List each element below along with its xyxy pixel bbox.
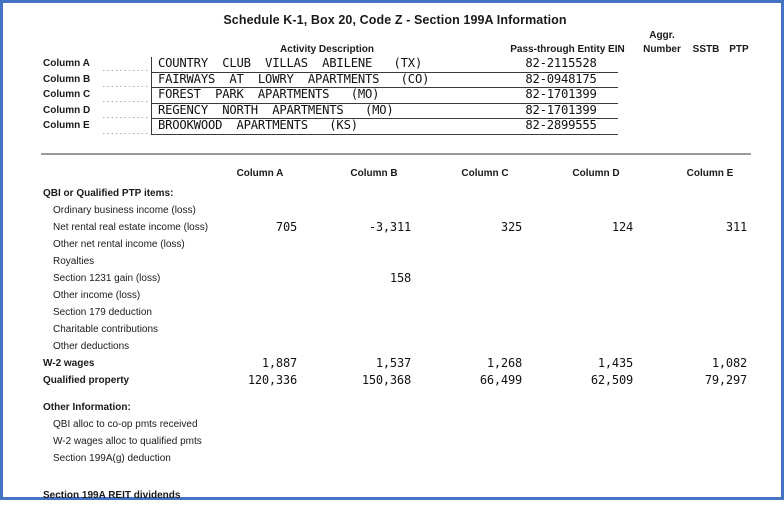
entity-row xyxy=(43,57,643,73)
qbi-line-item xyxy=(3,289,784,306)
dotted-leader xyxy=(103,84,149,87)
qbi-line-item-label: Ordinary business income (loss) xyxy=(53,205,196,216)
entity-row xyxy=(43,88,643,104)
column-header-ptp: PTP xyxy=(729,44,749,55)
data-cell[interactable]: 1,887 xyxy=(261,356,297,370)
data-column-header: Column A xyxy=(236,168,284,179)
dotted-leader xyxy=(103,69,149,72)
row-spacer xyxy=(3,391,784,401)
total-line-item xyxy=(3,374,784,391)
data-cell[interactable]: 705 xyxy=(275,220,297,234)
data-table-header-row xyxy=(3,168,784,182)
dotted-leader xyxy=(103,100,149,103)
data-cell[interactable]: 325 xyxy=(500,220,522,234)
entity-row-column-label: Column E xyxy=(43,120,90,132)
entity-activity-description: BROOKWOOD APARTMENTS (KS) xyxy=(158,118,358,133)
data-cell[interactable]: 1,268 xyxy=(486,356,522,370)
dotted-leader xyxy=(103,115,149,118)
data-column-header: Column C xyxy=(461,168,509,179)
qbi-line-item xyxy=(3,204,784,221)
qbi-line-item-label: Section 1231 gain (loss) xyxy=(53,273,161,284)
data-cell[interactable]: 311 xyxy=(725,220,747,234)
page-title: Schedule K-1, Box 20, Code Z - Section 199A Information xyxy=(223,13,567,27)
column-header-aggr-number: Number xyxy=(643,44,681,55)
entity-ein-value: 82-2899555 xyxy=(525,118,597,133)
qbi-line-item xyxy=(3,323,784,340)
total-line-item-label: W-2 wages xyxy=(43,358,95,369)
data-cell[interactable]: 120,336 xyxy=(247,373,297,387)
data-cell[interactable]: 66,499 xyxy=(479,373,522,387)
qbi-line-item-label: Other net rental income (loss) xyxy=(53,239,185,250)
qbi-section-title-label: QBI or Qualified PTP items: xyxy=(43,188,174,199)
total-line-item xyxy=(3,357,784,374)
qbi-section-title xyxy=(3,187,784,204)
entity-input-box[interactable] xyxy=(151,88,618,104)
data-cell[interactable]: 124 xyxy=(611,220,633,234)
section-divider xyxy=(41,153,751,155)
qbi-line-item-label: Charitable contributions xyxy=(53,324,159,335)
other-line-item-label: W-2 wages alloc to qualified pmts xyxy=(53,436,202,447)
entity-row-column-label: Column B xyxy=(43,73,91,85)
qbi-line-item xyxy=(3,255,784,272)
data-table-body xyxy=(3,187,784,506)
reit-dividends-item-label: Section 199A REIT dividends xyxy=(43,490,181,501)
entity-ein-value: 82-2115528 xyxy=(525,56,597,70)
total-line-item-label: Qualified property xyxy=(43,375,130,386)
column-header-aggr: Aggr. xyxy=(649,30,675,41)
entity-ein-value: 82-1701399 xyxy=(525,102,597,117)
qbi-line-item xyxy=(3,306,784,323)
other-section-title xyxy=(3,401,784,418)
entity-input-box[interactable] xyxy=(151,57,618,73)
qbi-line-item-label: Royalties xyxy=(53,256,95,267)
qbi-line-item-label: Net rental real estate income (loss) xyxy=(53,222,209,233)
data-cell[interactable]: 150,368 xyxy=(361,373,411,387)
data-cell[interactable]: 1,435 xyxy=(597,356,633,370)
data-cell[interactable]: 1,082 xyxy=(711,356,747,370)
entity-table xyxy=(43,57,643,135)
other-line-item xyxy=(3,435,784,452)
qbi-line-item xyxy=(3,272,784,289)
tax-form-page xyxy=(3,3,784,503)
column-header-sstb: SSTB xyxy=(692,44,720,55)
entity-row xyxy=(43,104,643,120)
entity-activity-description: REGENCY NORTH APARTMENTS (MO) xyxy=(158,102,394,117)
column-header-pass-through-entity-ein: Pass-through Entity EIN xyxy=(510,44,625,55)
entity-ein-value: 82-0948175 xyxy=(525,71,597,86)
other-line-item-label: Section 199A(g) deduction xyxy=(53,453,171,464)
other-line-item xyxy=(3,452,784,469)
entity-ein-value: 82-1701399 xyxy=(525,87,597,102)
reit-dividends-item xyxy=(3,489,784,506)
entity-row xyxy=(43,73,643,89)
entity-row-column-label: Column D xyxy=(43,104,91,116)
other-section-title-label: Other Information: xyxy=(43,402,131,413)
data-cell[interactable]: 158 xyxy=(389,271,411,285)
qbi-line-item xyxy=(3,221,784,238)
data-column-header: Column E xyxy=(686,168,734,179)
entity-row-column-label: Column A xyxy=(43,58,90,69)
column-header-activity-description: Activity Description xyxy=(280,44,374,55)
entity-input-box[interactable] xyxy=(151,119,618,135)
entity-row xyxy=(43,119,643,135)
data-column-header: Column B xyxy=(350,168,398,179)
other-line-item xyxy=(3,418,784,435)
qbi-line-item-label: Other deductions xyxy=(53,341,130,352)
qbi-line-item-label: Section 179 deduction xyxy=(53,307,152,318)
data-column-header: Column D xyxy=(572,168,620,179)
entity-activity-description: FOREST PARK APARTMENTS (MO) xyxy=(158,87,380,102)
row-spacer xyxy=(3,469,784,489)
entity-activity-description: FAIRWAYS AT LOWRY APARTMENTS (CO) xyxy=(158,71,430,86)
data-cell[interactable]: 62,509 xyxy=(590,373,633,387)
data-cell[interactable]: -3,311 xyxy=(368,220,411,234)
entity-input-box[interactable] xyxy=(151,104,618,120)
entity-input-box[interactable] xyxy=(151,73,618,89)
qbi-line-item xyxy=(3,238,784,255)
entity-row-column-label: Column C xyxy=(43,89,91,101)
dotted-leader xyxy=(103,131,149,134)
data-cell[interactable]: 1,537 xyxy=(375,356,411,370)
entity-activity-description: COUNTRY CLUB VILLAS ABILENE (TX) xyxy=(158,56,423,70)
qbi-line-item xyxy=(3,340,784,357)
other-line-item-label: QBI alloc to co-op pmts received xyxy=(53,419,198,430)
qbi-line-item-label: Other income (loss) xyxy=(53,290,141,301)
data-cell[interactable]: 79,297 xyxy=(704,373,747,387)
